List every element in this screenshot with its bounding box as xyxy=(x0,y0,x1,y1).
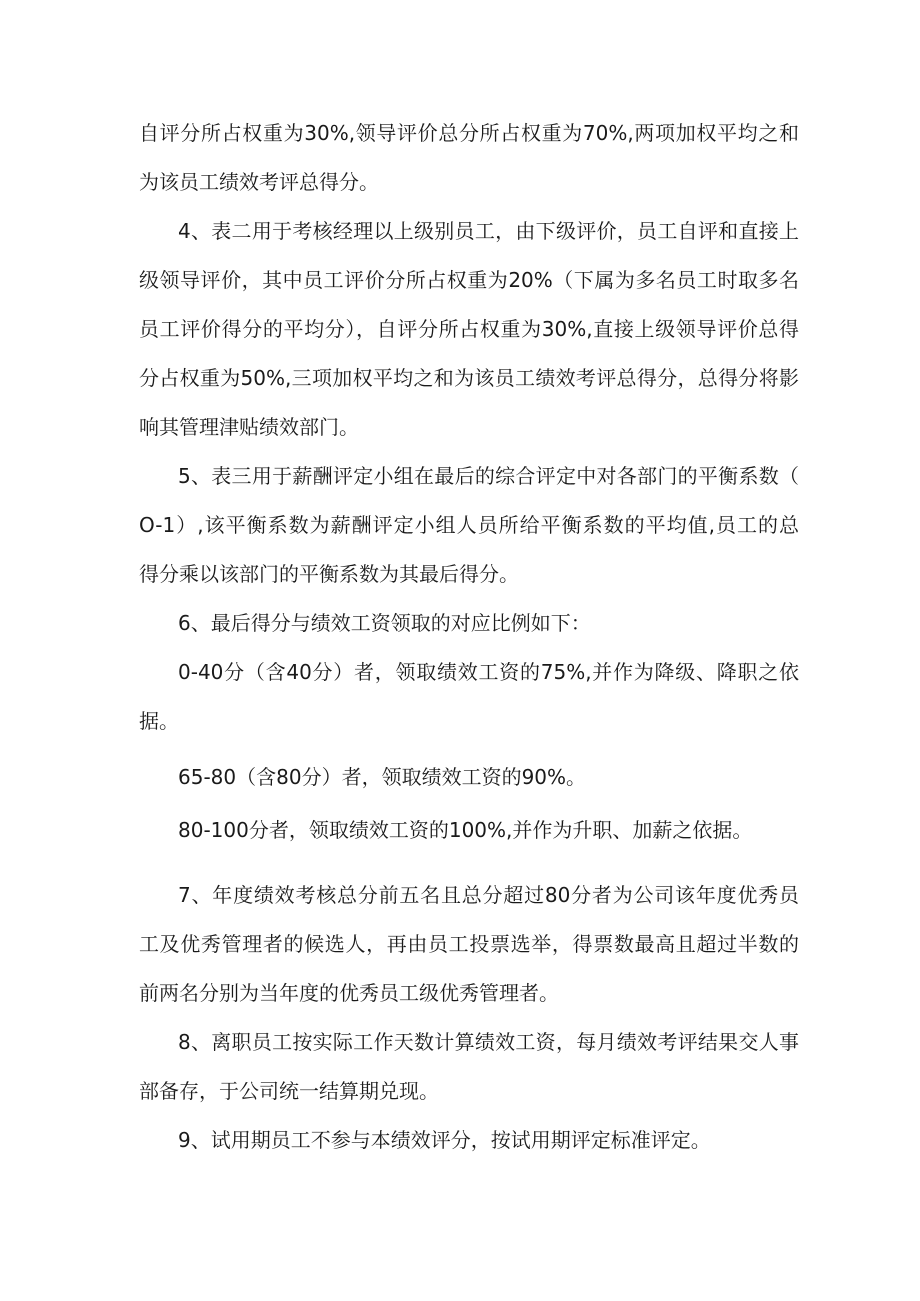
text-line: 响其管理津贴绩效部门。 xyxy=(139,415,359,439)
text-line: 4、表二用于考核经理以上级别员工，由下级评价，员工自评和直接上 xyxy=(178,219,799,243)
text-line: 部备存，于公司统一结算期兑现。 xyxy=(139,1079,439,1103)
text-line: 65-80（含80分）者，领取绩效工资的90%。 xyxy=(178,765,587,789)
text-line: 得分乘以该部门的平衡系数为其最后得分。 xyxy=(139,562,519,586)
text-line: 自评分所占权重为30%,领导评价总分所占权重为70%,两项加权平均之和 xyxy=(139,121,799,145)
text-line: 6、最后得分与绩效工资领取的对应比例如下： xyxy=(178,611,591,635)
text-line: O-1）,该平衡系数为薪酬评定小组人员所给平衡系数的平均值,员工的总 xyxy=(139,513,799,537)
text-line: 7、年度绩效考核总分前五名且总分超过80分者为公司该年度优秀员 xyxy=(178,883,799,907)
text-line: 工及优秀管理者的候选人，再由员工投票选举，得票数最高且超过半数的 xyxy=(139,932,799,956)
text-line: 前两名分别为当年度的优秀员工级优秀管理者。 xyxy=(139,981,559,1005)
text-line: 8、离职员工按实际工作天数计算绩效工资，每月绩效考评结果交人事 xyxy=(178,1030,799,1054)
text-line: 员工评价得分的平均分），自评分所占权重为30%,直接上级领导评价总得 xyxy=(139,317,799,341)
text-line: 0-40分（含40分）者，领取绩效工资的75%,并作为降级、降职之依 xyxy=(178,660,799,684)
text-line: 级领导评价，其中员工评价分所占权重为20%（下属为多名员工时取多名 xyxy=(139,268,799,292)
text-line: 5、表三用于薪酬评定小组在最后的综合评定中对各部门的平衡系数（ xyxy=(178,464,799,488)
text-line: 分占权重为50%,三项加权平均之和为该员工绩效考评总得分，总得分将影 xyxy=(139,366,799,390)
text-line: 为该员工绩效考评总得分。 xyxy=(139,170,379,194)
text-line: 据。 xyxy=(139,709,179,733)
text-line: 80-100分者，领取绩效工资的100%,并作为升职、加薪之依据。 xyxy=(178,818,753,842)
text-line: 9、试用期员工不参与本绩效评分，按试用期评定标准评定。 xyxy=(178,1128,711,1152)
